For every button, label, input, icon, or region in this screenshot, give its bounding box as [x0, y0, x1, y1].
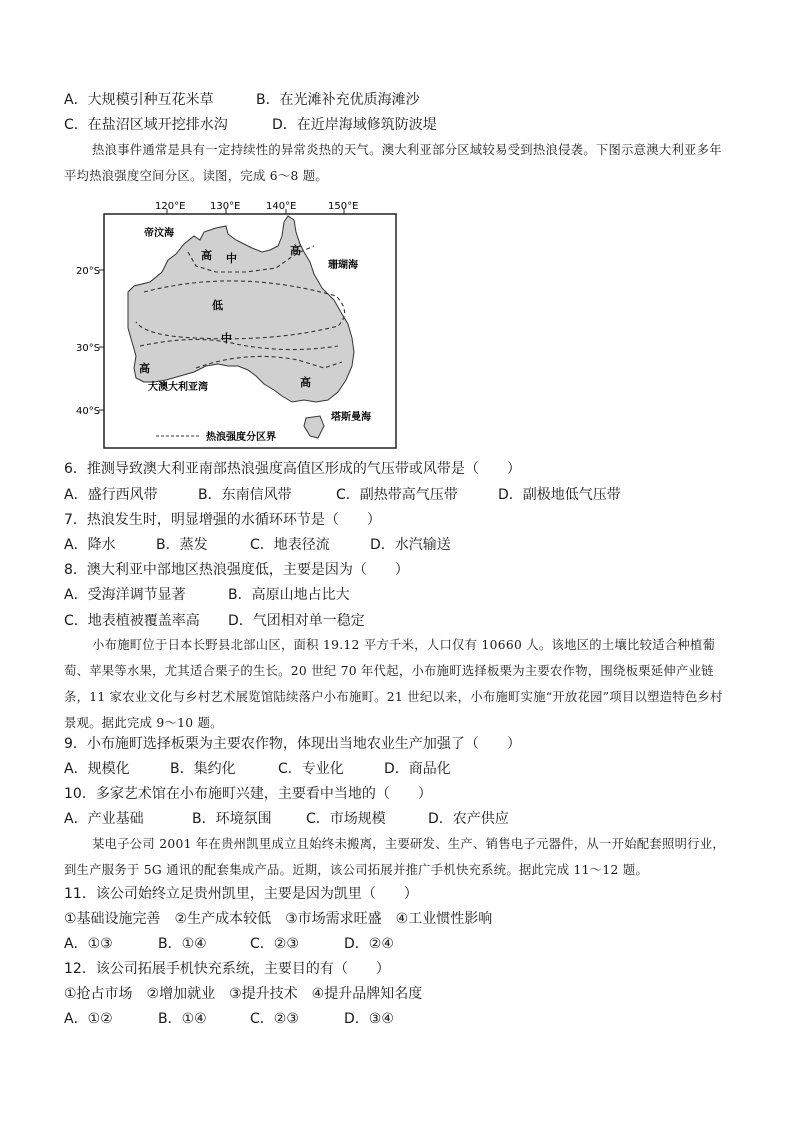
- australia-heatwave-map: [76, 196, 406, 454]
- q10-option-c: C．市场规模: [306, 811, 386, 827]
- zone-label-high: 高: [201, 249, 212, 262]
- option-a: A．大规模引种互花米草: [64, 92, 214, 108]
- q6-option-a: A．盛行西风带: [64, 487, 158, 503]
- q11-option-b: B．①④: [158, 936, 207, 952]
- q6-option-d: D．副极地低气压带: [498, 487, 621, 503]
- q10-option-a: A．产业基础: [64, 811, 144, 827]
- q7-option-c: C．地表径流: [250, 537, 330, 553]
- zone-label-high: 高: [139, 362, 150, 375]
- zone-label-medium: 中: [221, 332, 232, 345]
- zone-label-medium: 中: [226, 252, 237, 265]
- q11-option-c: C．②③: [250, 936, 299, 952]
- zone-label-high: 高: [300, 376, 311, 389]
- q10-option-d: D．农产供应: [428, 811, 509, 827]
- sea-label-coral: 珊瑚海: [328, 260, 358, 271]
- sea-label-tasman: 塔斯曼海: [331, 412, 371, 423]
- q8-option-d: D．气团相对单一稳定: [228, 613, 365, 629]
- q11-items: ①基础设施完善 ②生产成本较低 ③市场需求旺盛 ④工业惯性影响: [64, 911, 493, 927]
- q7-option-a: A．降水: [64, 537, 116, 553]
- question-6: 6．推测导致澳大利亚南部热浪强度高值区形成的气压带或风带是（ ）: [64, 461, 521, 477]
- question-12: 12．该公司拓展手机快充系统，主要目的有（ ）: [64, 961, 390, 977]
- question-10: 10．多家艺术馆在小布施町兴建，主要看中当地的（ ）: [64, 786, 432, 802]
- q9-option-a: A．规模化: [64, 761, 130, 777]
- passage-electronics: 某电子公司 2001 年在贵州凯里成立且始终未搬离，主要研发、生产、销售电子元器件，从一开始配套照明行业，到生产服务于 5G 通讯的配套集成产品。近期，该公司拓展并推广手机快充系统。据此完成 11～12 题。: [64, 837, 725, 877]
- lon-label: 150°E: [328, 201, 359, 212]
- zone-label-high: 高: [290, 244, 301, 257]
- q12-option-c: C．②③: [250, 1011, 299, 1027]
- lon-label: 120°E: [155, 201, 186, 212]
- q7-option-d: D．水汽输送: [370, 537, 451, 553]
- passage-heatwave: 热浪事件通常是具有一定持续性的异常炎热的天气。澳大利亚部分区域较易受到热浪侵袭。下图示意澳大利亚多年平均热浪强度空间分区。读图，完成 6～8 题。: [64, 143, 722, 183]
- q9-option-c: C．专业化: [278, 761, 344, 777]
- q6-option-b: B．东南信风带: [198, 487, 292, 503]
- q12-items: ①抢占市场 ②增加就业 ③提升技术 ④提升品牌知名度: [64, 986, 423, 1002]
- q8-option-a: A．受海洋调节显著: [64, 587, 186, 603]
- q8-option-b: B．高原山地占比大: [228, 587, 350, 603]
- question-7: 7．热浪发生时，明显增强的水循环环节是（ ）: [64, 512, 381, 528]
- lat-label: 40°S: [76, 406, 101, 417]
- q12-option-a: A．①②: [64, 1011, 113, 1027]
- question-8: 8．澳大利亚中部地区热浪强度低，主要是因为（ ）: [64, 562, 409, 578]
- lat-label: 30°S: [76, 343, 101, 354]
- q11-option-a: A．①③: [64, 936, 113, 952]
- q12-option-d: D．③④: [344, 1011, 394, 1027]
- q7-option-b: B．蒸发: [156, 537, 208, 553]
- q12-option-b: B．①④: [158, 1011, 207, 1027]
- zone-label-low: 低: [212, 299, 223, 312]
- q9-option-b: B．集约化: [170, 761, 236, 777]
- option-c: C．在盐沼区域开挖排水沟: [64, 117, 228, 133]
- passage-obuse: 小布施町位于日本长野县北部山区，面积 19.12 平方千米，人口仅有 10660 人。该地区的土壤比较适合种植葡萄、苹果等水果，尤其适合栗子的生长。20 世纪 70 年代起，小布施町选择板栗为主要农作物，围绕板栗延伸产业链条，11 家农业文化与乡村艺术展览馆陆续落户小布施町。21 世纪以来，小布施町实施“开放花园”项目以塑造特色乡村景观。据此完成 9～10 题。: [64, 638, 723, 730]
- option-d: D．在近岸海域修筑防波堤: [272, 117, 437, 133]
- sea-label-great-bight: 大澳大利亚湾: [148, 382, 208, 393]
- lon-label: 140°E: [266, 201, 297, 212]
- q6-option-c: C．副热带高气压带: [336, 487, 458, 503]
- q10-option-b: B．环境氛围: [192, 811, 272, 827]
- legend-label: 热浪强度分区界: [206, 432, 276, 443]
- sea-label-timor: 帝汶海: [144, 228, 174, 239]
- lon-label: 130°E: [210, 201, 241, 212]
- question-11: 11．该公司始终立足贵州凯里，主要是因为凯里（ ）: [64, 886, 418, 902]
- question-9: 9．小布施町选择板栗为主要农作物，体现出当地农业生产加强了（ ）: [64, 736, 521, 752]
- option-b: B．在光滩补充优质海滩沙: [256, 92, 420, 108]
- lat-label: 20°S: [76, 266, 101, 277]
- q9-option-d: D．商品化: [384, 761, 451, 777]
- q11-option-d: D．②④: [344, 936, 394, 952]
- q8-option-c: C．地表植被覆盖率高: [64, 613, 200, 629]
